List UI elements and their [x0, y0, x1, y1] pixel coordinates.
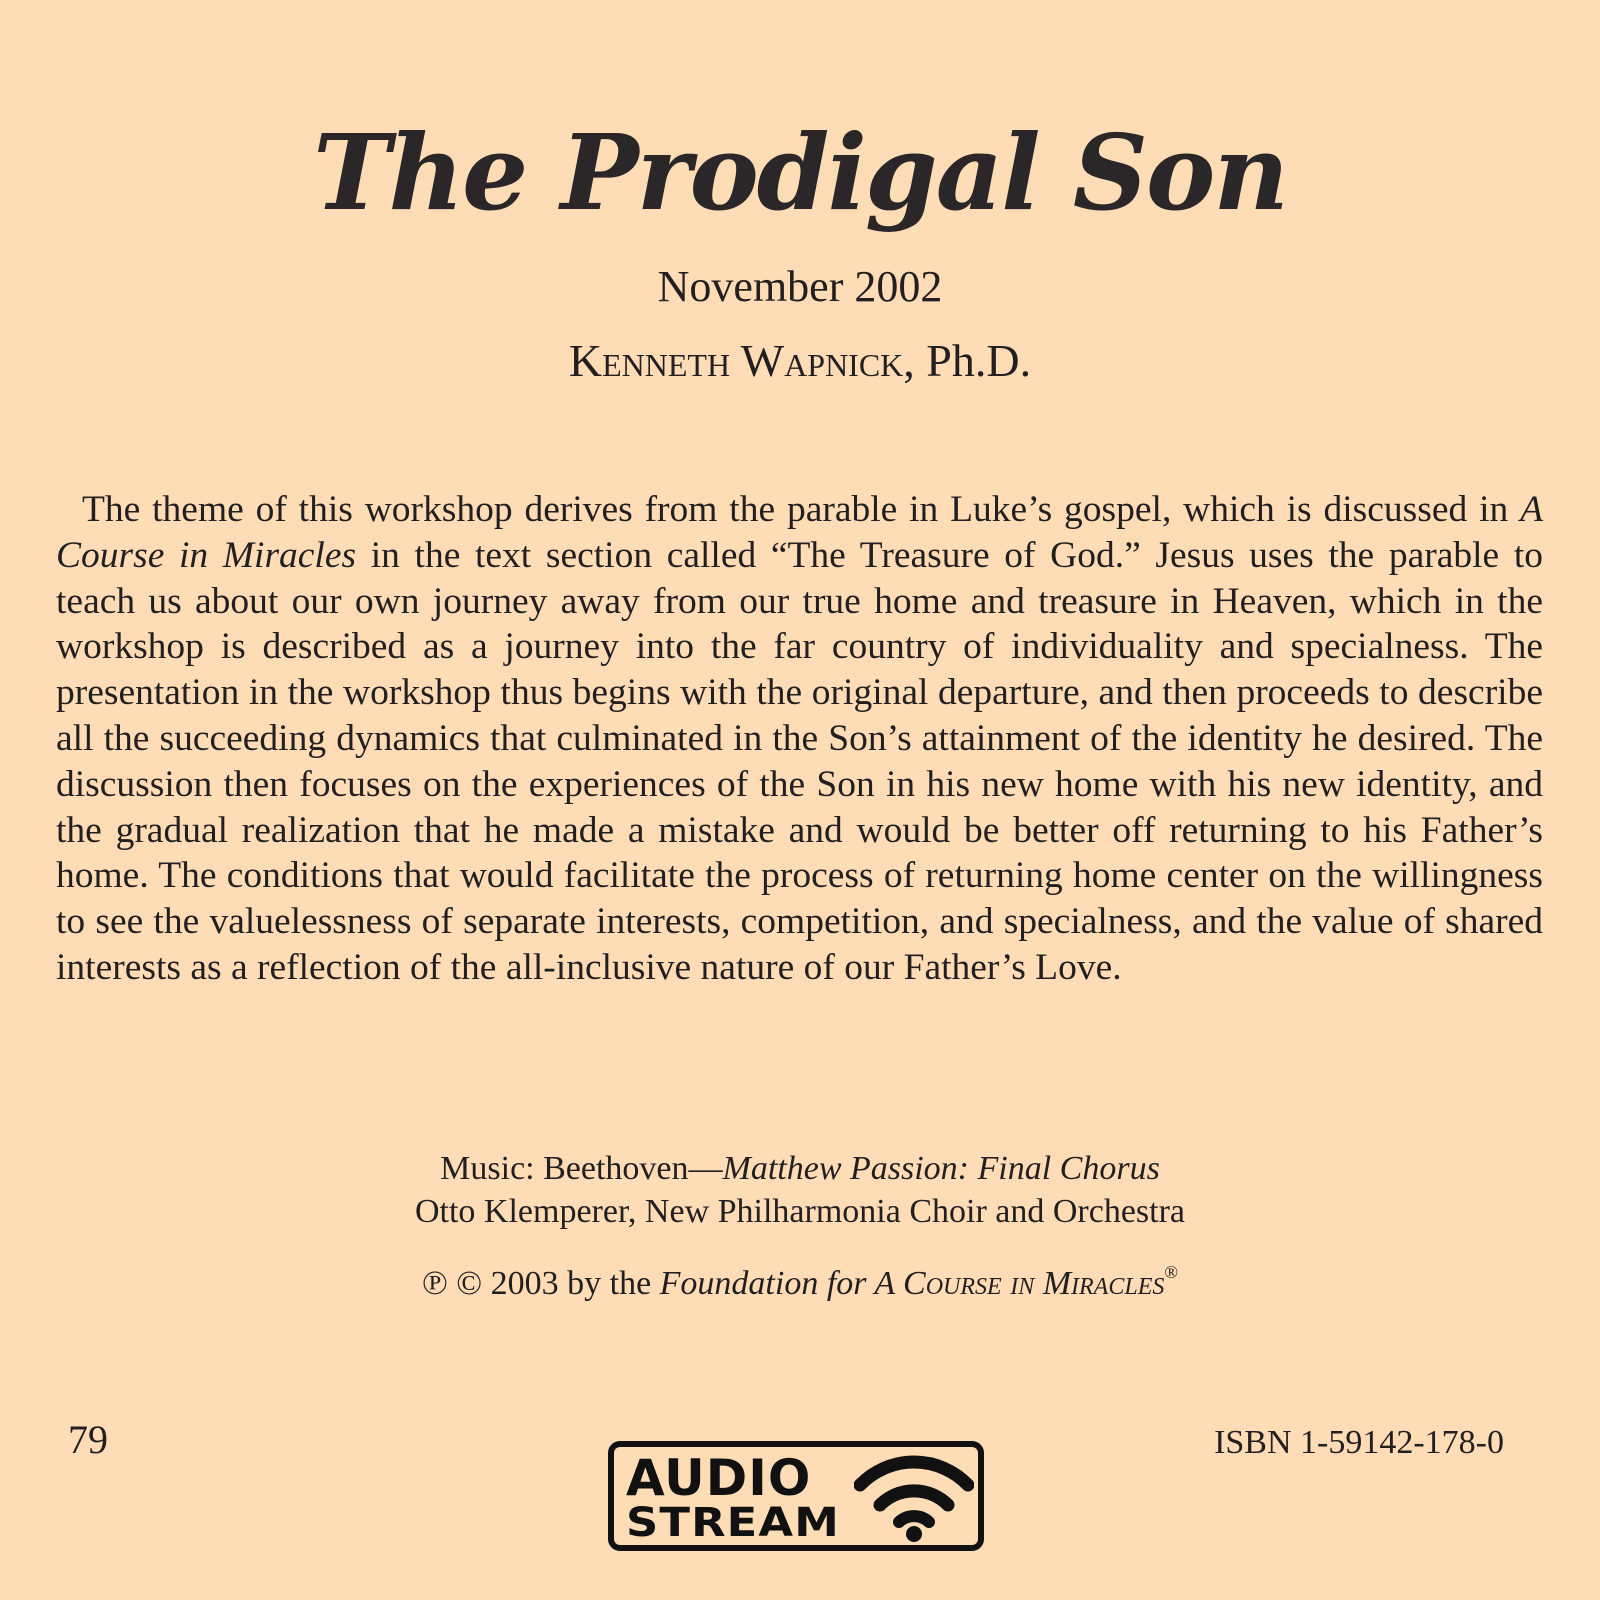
- author-degree: , Ph.D.: [903, 335, 1032, 386]
- author-name: Kenneth Wapnick: [568, 335, 904, 386]
- copyright-prefix: ℗ © 2003 by the: [421, 1265, 660, 1302]
- recording-date: November 2002: [657, 262, 943, 311]
- copyright-org-part2: Course in Miracles: [903, 1265, 1165, 1302]
- isbn: ISBN 1-59142-178-0: [1214, 1424, 1504, 1461]
- music-title: Matthew Passion: Final Chorus: [722, 1150, 1160, 1187]
- badge-line-audio: AUDIO: [626, 1449, 812, 1507]
- copyright-line: [0, 1250, 1600, 1306]
- music-credits: [0, 1147, 1600, 1233]
- badge-text: [626, 1449, 840, 1546]
- album-title: The Prodigal Son: [313, 111, 1287, 234]
- description-book-title: A Course in Miracles: [56, 489, 1543, 576]
- description-text-start: The theme of this workshop derives from the parable in Luke’s gospel, which is discussed in: [82, 489, 1521, 530]
- copyright-org-part1: Foundation for A: [659, 1265, 904, 1302]
- music-prefix: Music: Beethoven—: [440, 1150, 723, 1187]
- page-number: 79: [68, 1417, 108, 1462]
- audio-stream-badge: [608, 1441, 984, 1551]
- copyright-org: [660, 1265, 1165, 1302]
- wifi-icon: [854, 1453, 974, 1543]
- description-paragraph: [56, 487, 1543, 991]
- registered-mark: ®: [1164, 1262, 1179, 1282]
- music-line: [0, 1147, 1600, 1190]
- description-text-end: in the text section called “The Treasure of God.” Jesus uses the parable to teach us about our own journey away from our true home and treasure in Heaven, which in the workshop is described as a journey into the far country of individuality and specialness. The presentation in the workshop thus begins with the original departure, and then proceeds to describe all the succeeding dynamics that culminated in the Son’s attainment of the identity he desired. The discussion then focuses on the experiences of the Son in his new home with his new identity, and the gradual realization that he made a mistake and would be better off returning to his Father’s home. The conditions that would facilitate the process of returning home center on the willingness to see the valuelessness of separate interests, competition, and specialness, and the value of shared interests as a reflection of the all-inclusive nature of our Father’s Love.: [56, 534, 1543, 988]
- author-line: [0, 333, 1600, 389]
- performers-line: Otto Klemperer, New Philharmonia Choir and Orchestra: [414, 1193, 1186, 1230]
- badge-line-stream: STREAM: [626, 1500, 840, 1546]
